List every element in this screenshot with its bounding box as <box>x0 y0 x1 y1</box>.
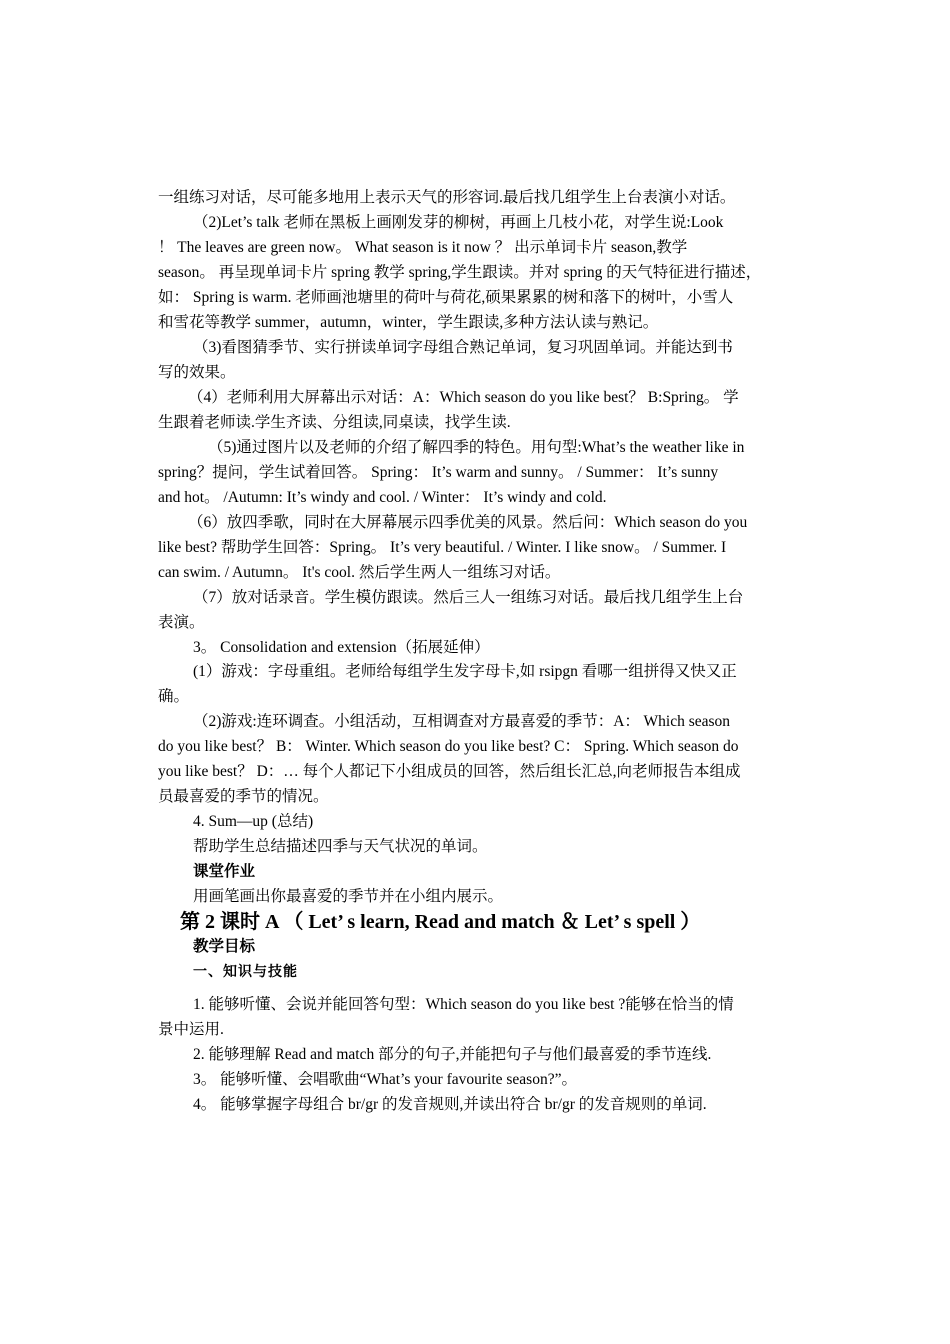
paragraph-line: ！ The leaves are green now。 What season is it now ？ 出示单词卡片 season,教学 <box>158 239 688 256</box>
paragraph-line: （7）放对话录音。学生模仿跟读。然后三人一组练习对话。最后找几组学生上台 <box>193 589 744 606</box>
paragraph-line: （2)Let’s talk 老师在黑板上画刚发芽的柳树，再画上几枝小花，对学生说:Look <box>193 214 724 231</box>
paragraph-line: （5)通过图片以及老师的介绍了解四季的特色。用句型:What’s the weather like in <box>208 439 745 456</box>
objective-line: 景中运用. <box>158 1021 224 1038</box>
paragraph-line: 和雪花等教学 summer，autumn，winter，学生跟读,多种方法认读与熟记。 <box>158 314 659 331</box>
objective-line: 2. 能够理解 Read and match 部分的句子,并能把句子与他们最喜爱的季节连线. <box>193 1046 712 1063</box>
paragraph-line: 确。 <box>158 688 190 705</box>
paragraph-line: and hot。 /Autumn: It’s windy and cool. / Winter： It’s windy and cold. <box>158 489 607 506</box>
paragraph-line: 帮助学生总结描述四季与天气状况的单词。 <box>193 838 488 855</box>
paragraph-line: like best? 帮助学生回答：Spring。 It’s very beautiful. / Winter. I like snow。 / Summer. I <box>158 539 727 556</box>
paragraph-line: spring？提问，学生试着回答。 Spring： It’s warm and sunny。 / Summer： It’s sunny <box>158 464 719 481</box>
paragraph-line: season。 再呈现单词卡片 spring 教学 spring,学生跟读。并对 spring 的天气特征进行描述， <box>158 264 762 281</box>
section-one-title: 一、知识与技能 <box>193 964 298 980</box>
paragraph-line: （4）老师利用大屏幕出示对话：A：Which season do you like best？ B:Spring。 学 <box>188 389 739 406</box>
paragraph-line: do you like best？ B： Winter. Which season do you like best? C： Spring. Which season do <box>158 738 739 755</box>
objective-line: 3。 能够听懂、会唱歌曲“What’s your favourite season?”。 <box>193 1071 577 1088</box>
homework-title: 课堂作业 <box>193 863 256 880</box>
paragraph-line: （2)游戏:连环调查。小组活动，互相调查对方最喜爱的季节：A： Which season <box>193 713 731 730</box>
objective-line: 4。 能够掌握字母组合 br/gr 的发音规则,并读出符合 br/gr 的发音规则的单词. <box>193 1096 707 1113</box>
lesson-heading: 第 2 课时 A （ Let’ s learn, Read and match ＆ Let’ s spell ） <box>180 911 701 933</box>
paragraph-line: 写的效果。 <box>158 364 236 381</box>
paragraph-line: （6）放四季歌，同时在大屏幕展示四季优美的风景。然后问：Which season do you <box>188 514 748 531</box>
paragraph-line: （3)看图猜季节、实行拼读单词字母组合熟记单词，复习巩固单词。并能达到书 <box>193 339 733 356</box>
paragraph-line: 生跟着老师读.学生齐读、分组读,同桌读，找学生读. <box>158 414 511 431</box>
homework-text: 用画笔画出你最喜爱的季节并在小组内展示。 <box>193 888 504 905</box>
paragraph-line: 如： Spring is warm. 老师画池塘里的荷叶与荷花,硕果累累的树和落下的树叶，小雪人 <box>158 289 734 306</box>
paragraph-line: can swim. / Autumn。 It's cool. 然后学生两人一组练习对话。 <box>158 564 561 581</box>
paragraph-line: 表演。 <box>158 614 205 631</box>
paragraph-line: you like best？ D：… 每个人都记下小组成员的回答，然后组长汇总,向老师报告本组成 <box>158 763 741 780</box>
objective-line: 1. 能够听懂、会说并能回答句型：Which season do you like best ?能够在恰当的情 <box>193 996 734 1013</box>
paragraph-line: 员最喜爱的季节的情况。 <box>158 788 329 805</box>
objectives-title: 教学目标 <box>193 938 256 955</box>
section-heading: 4. Sum—up (总结) <box>193 813 314 830</box>
paragraph-line: (1）游戏：字母重组。老师给每组学生发字母卡,如 rsipgn 看哪一组拼得又快又正 <box>193 663 737 680</box>
section-heading: 3。 Consolidation and extension（拓展延伸） <box>193 639 490 656</box>
paragraph-line: 一组练习对话，尽可能多地用上表示天气的形容词.最后找几组学生上台表演小对话。 <box>158 189 736 206</box>
